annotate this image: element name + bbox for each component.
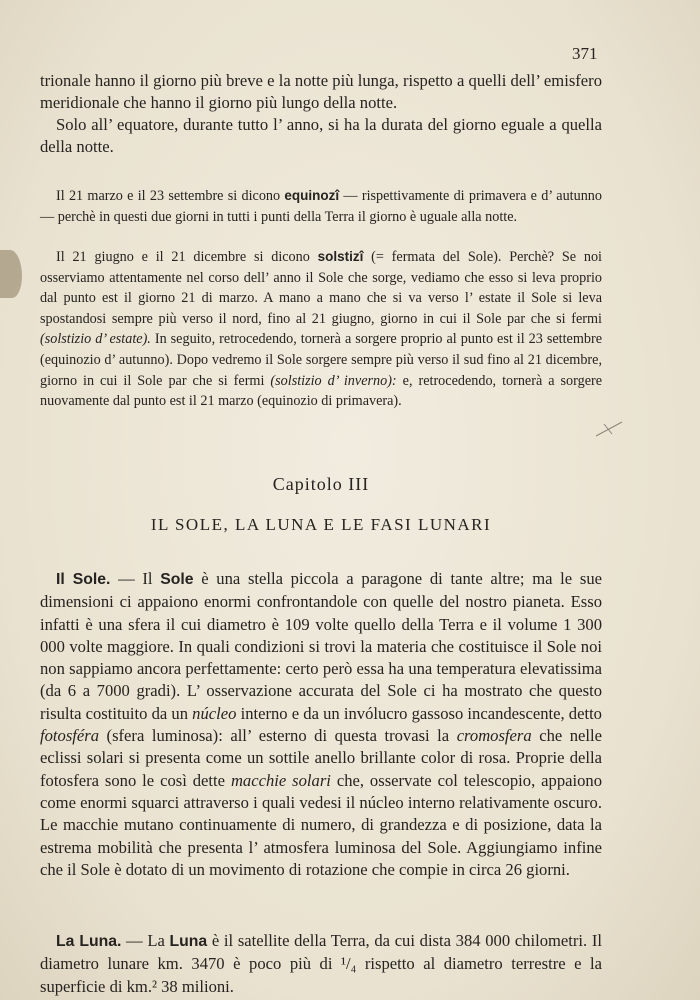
term-solstizi: solstizî (317, 249, 364, 264)
text-run: Il 21 marzo e il 23 settembre si dicono (56, 188, 281, 204)
text-run: — Il (110, 569, 161, 588)
paragraph-hemisphere (40, 70, 602, 158)
term-luna: Luna (169, 933, 208, 950)
text-run: è una stella piccola a paragone di tante altre; ma le sue dimensioni ci appaiono enormi confrontandole con quelle del nostro pianeta. Esso infatti è una sfera il cui diametro è 109 volte quello della Terra e il volume 1 300 000 volte maggiore. In quali condizioni si trovi la materia che costituisce il Sole noi non sappiamo ancora perfettamente: certo però essa ha una temperatura elevatissima (da 6 a 7000 gradi). L’ osservazione accurata del Sole ci ha mostrato che questo risulta costituito da un (40, 569, 602, 723)
text-run: — La (121, 931, 170, 950)
term-equinozi: equinozî (284, 188, 340, 203)
term-nucleo: núcleo (192, 703, 237, 723)
text-run: (= fermata del Sole). Perchè? Se noi osserviamo attentamente nel corso dell’ anno il Sole che sorge, vediamo che esso si leva proprio dal punto est il giorno 21 di marzo. A mano a mano che si va verso l’ estate il Sole si leva spostandosi sempre più verso il nord, fino al 21 giugno, giorno in cui il Sole par che si fermi (40, 249, 602, 327)
text-run: è il satellite della Terra, da cui dista 384 000 chilometri. Il diametro lunare km. 3470 è poco più di ¹/₄ rispetto al diametro terrestre e la superficie di km.² 38 milioni. (40, 931, 602, 996)
heading-la-luna: La Luna. (56, 933, 122, 950)
section-title: IL SOLE, LA LUNA E LE FASI LUNARI (150, 515, 492, 534)
text-run: che nelle eclissi solari si presenta come un sottile anello brillante color di rosa. Proprie della fotosfera sono le così dette (40, 726, 602, 790)
pencil-mark-icon (594, 418, 624, 438)
paragraph-equator: Solo all’ equatore, durante tutto l’ anno, si ha la durata del giorno eguale a quella della notte. (40, 115, 602, 156)
chapter-title: Capitolo III (272, 474, 370, 494)
term-sole: Sole (160, 571, 194, 588)
text-run: interno e da un invólucro gassoso incandescente, detto (240, 703, 602, 723)
paragraph-text: trionale hanno il giorno più breve e la notte più lunga, rispetto a quelli dell’ emisfero meridionale che hanno il giorno più lungo della notte. (40, 71, 602, 112)
page-number: 371 (572, 44, 598, 63)
text-run: (sfera luminosa): all’ esterno di questa trovasi la (106, 726, 450, 746)
paragraph-solstices (40, 247, 602, 412)
term-macchie-solari: macchie solari (230, 770, 331, 790)
term-cromosfera: cromosfera (456, 726, 532, 746)
term-fotosfera: fotosféra (40, 726, 100, 746)
term-solstizio-inverno: (solstizio d’ inverno): (270, 372, 397, 389)
text-run: e, retrocedendo, tornerà a sorgere nuovamente dal punto est il 21 marzo (equinozio di primavera). (40, 372, 603, 410)
paragraph-moon (40, 930, 602, 998)
text-run: Il 21 giugno e il 21 dicembre si dicono (56, 249, 310, 265)
text-run: — rispettivamente di primavera e d’ autunno — perchè in questi due giorni in tutti i punti della Terra il giorno è uguale alla notte. (40, 188, 602, 225)
text-run: che, osservate col telescopio, appaiono come enormi squarci attraverso i quali vedesi il núcleo interno relativamente oscuro. Le macchie mutano continuamente di numero, di grandezza e di posizione, data la estrema mobilità che presenta l’ atmosfera luminosa del Sole. Aggiungiamo infine che il Sole è dotato di un movimento di rotazione che compie in circa 26 giorni. (40, 770, 602, 879)
paragraph-equinoxes (40, 186, 602, 227)
paragraph-sun (40, 568, 602, 881)
page-tear-mark (0, 250, 22, 298)
term-solstizio-estate: (solstizio d’ estate). (40, 331, 151, 348)
text-run: In seguito, retrocedendo, tornerà a sorgere proprio al punto est il 23 settembre (equinozio d’ autunno). Dopo vedremo il Sole sorgere sempre più verso il sud fino al 21 dicembre, giorno in cui il Sole par che si fermi (40, 331, 602, 389)
heading-il-sole: Il Sole. (56, 571, 111, 588)
